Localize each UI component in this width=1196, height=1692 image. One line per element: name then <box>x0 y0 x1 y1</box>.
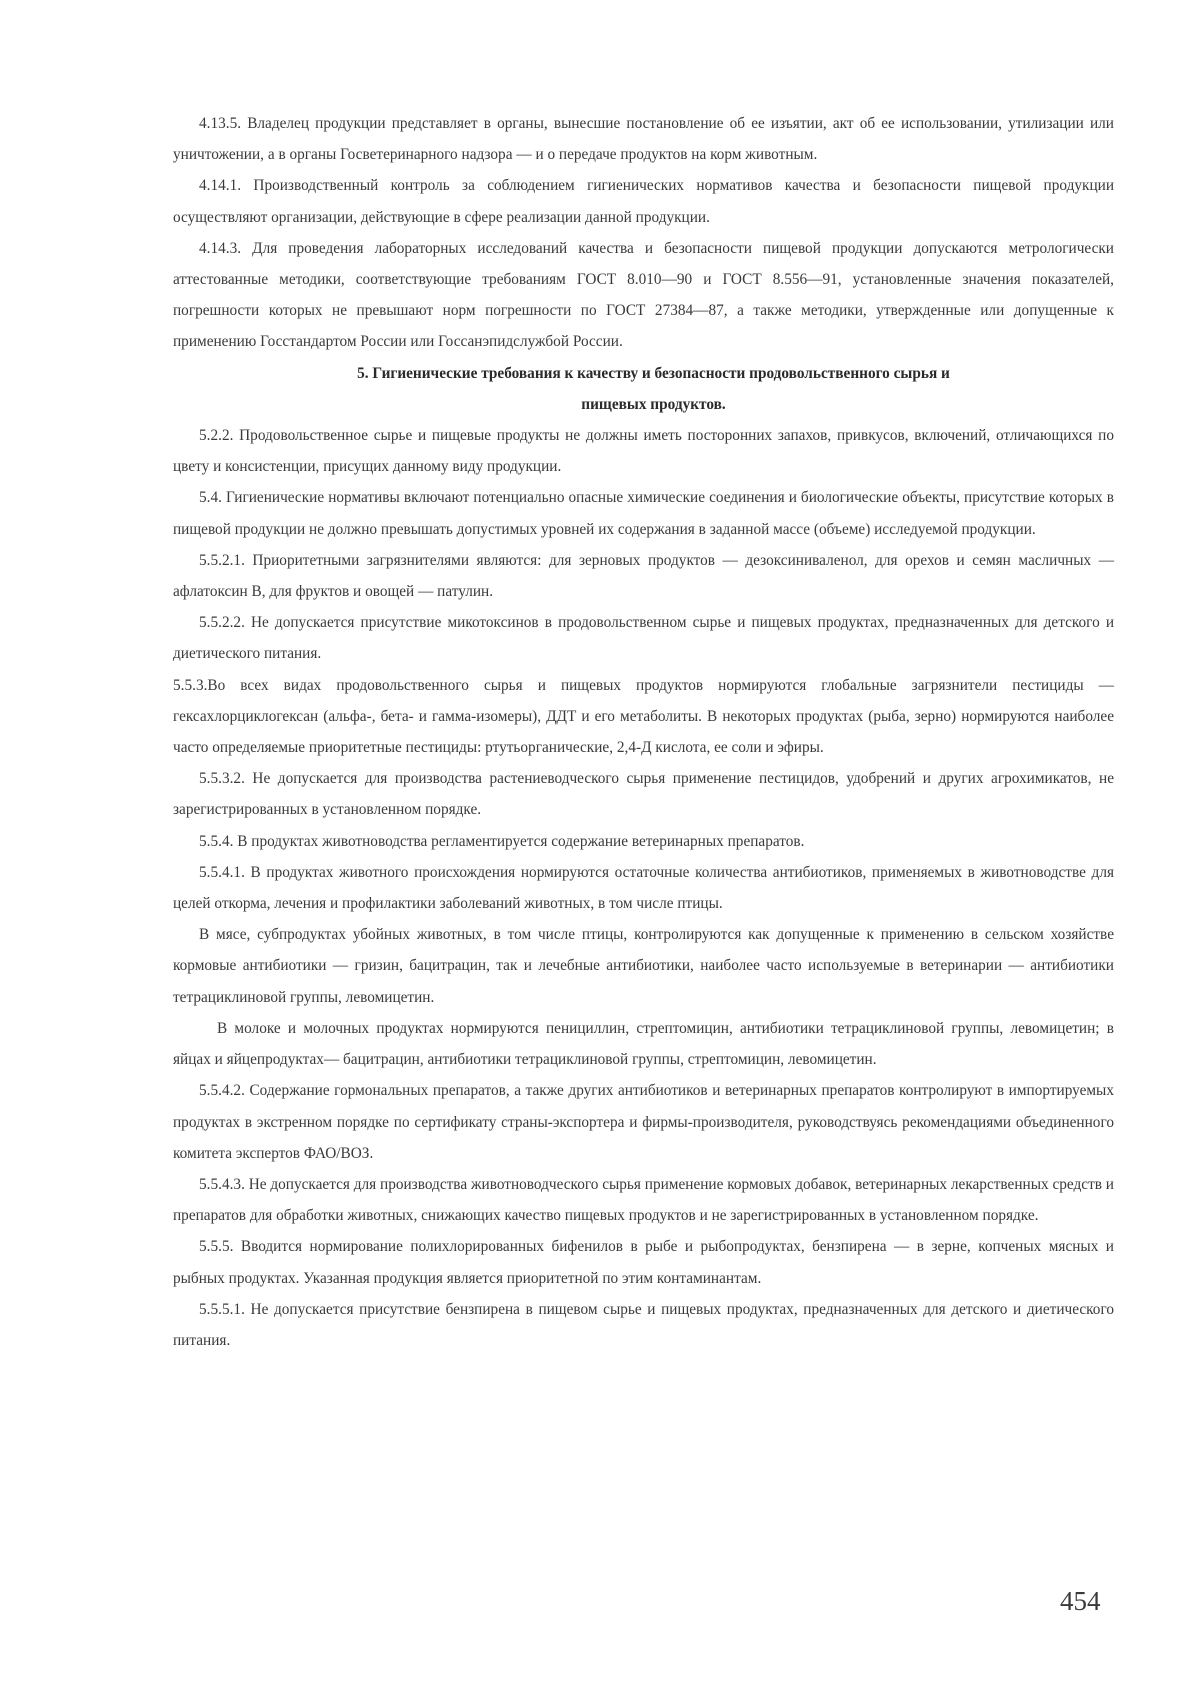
paragraph-4-14-1: 4.14.1. Производственный контроль за соблюдением гигиенических нормативов качества и безопасности пищевой продукции осуществляют организации, действующие в сфере реализации данной продукции. <box>173 177 1114 226</box>
section-heading-line-2: пищевых продуктов. <box>581 395 726 413</box>
paragraph-4-13-5: 4.13.5. Владелец продукции представляет в органы, вынесшие постановление об ее изъятии, акт об ее использовании, утилизации или уничтожении, а в органы Госветеринарного надзора — и о передаче продуктов на корм животным. <box>173 115 1114 164</box>
page-number: 454 <box>1060 1586 1101 1616</box>
paragraph-5-4: 5.4. Гигиенические нормативы включают потенциально опасные химические соединения и биологические объекты, присутствие которых в пищевой продукции не должно превышать допустимых уровней их содержания в заданной массе (объеме) исследуемой продукции. <box>173 489 1114 538</box>
section-heading-line-1: 5. Гигиенические требования к качеству и безопасности продовольственного сырья и <box>357 364 950 382</box>
paragraph-5-5-4: 5.5.4. В продуктах животноводства регламентируется содержание ветеринарных препаратов. <box>199 832 805 850</box>
paragraph-milk-antibiotics: В молоке и молочных продуктах нормируются пенициллин, стрептомицин, антибиотики тетрациклиновой группы, левомицетин; в яйцах и яйцепродуктах— бацитрацин, антибиотики тетрациклиновой группы, стрептомицин, левомицетин. <box>173 1019 1114 1069</box>
paragraph-5-2-2: 5.2.2. Продовольственное сырье и пищевые продукты не должны иметь посторонних запахов, привкусов, включений, отличающихся по цвету и консистенции, присущих данному виду продукции. <box>173 427 1114 476</box>
paragraph-4-14-3: 4.14.3. Для проведения лабораторных исследований качества и безопасности пищевой продукции допускаются метрологически аттестованные методики, соответствующие требованиям ГОСТ 8.010—90 и ГОСТ 8.556—91, установленные значения показателей, погрешности которых не превышают норм погрешности по ГОСТ 27384—87, а также методики, утвержденные или допущенные к применению Госстандартом России или Госсанэпидслужбой России. <box>173 239 1114 351</box>
paragraph-5-5-3-2: 5.5.3.2. Не допускается для производства растениеводческого сырья применение пестицидов, удобрений и других агрохимикатов, не зарегистрированных в установленном порядке. <box>173 770 1114 819</box>
paragraph-5-5-4-1: 5.5.4.1. В продуктах животного происхождения нормируются остаточные количества антибиотиков, применяемых в животноводстве для целей откорма, лечения и профилактики заболеваний животных, в том числе птицы. <box>173 863 1114 913</box>
section-5-heading <box>173 358 1114 420</box>
paragraph-5-5-3: 5.5.3.Во всех видах продовольственного сырья и пищевых продуктов нормируются глобальные загрязнители пестициды — гексахлорциклогексан (альфа-, бета- и гамма-изомеры), ДДТ и его метаболиты. В некоторых продуктах (рыба, зерно) нормируются наиболее часто определяемые приоритетные пестициды: ртутьорганические, 2,4-Д кислота, ее соли и эфиры. <box>173 676 1114 757</box>
paragraph-5-5-4-3: 5.5.4.3. Не допускается для производства животноводческого сырья применение кормовых добавок, ветеринарных лекарственных средств и препаратов для обработки животных, снижающих качество пищевых продуктов и не зарегистрированных в установленном порядке. <box>173 1175 1114 1225</box>
paragraph-5-5-5-1: 5.5.5.1. Не допускается присутствие бензпирена в пищевом сырье и пищевых продуктах, предназначенных для детского и диетического питания. <box>173 1300 1114 1349</box>
page-content <box>173 108 1114 1356</box>
paragraph-meat-antibiotics: В мясе, субпродуктах убойных животных, в том числе птицы, контролируются как допущенные к применению в сельском хозяйстве кормовые антибиотики — гризин, бацитрацин, так и лечебные антибиотики, наиболее часто используемые в ветеринарии — антибиотики тетрациклиновой группы, левомицетин. <box>173 926 1114 1006</box>
paragraph-5-5-4-2: 5.5.4.2. Содержание гормональных препаратов, а также других антибиотиков и ветеринарных препаратов контролируют в импортируемых продуктах в экстренном порядке по сертификату страны-экспортера и фирмы-производителя, руководствуясь рекомендациями объединенного комитета экспертов ФАО/ВОЗ. <box>173 1082 1114 1162</box>
paragraph-5-5-5: 5.5.5. Вводится нормирование полихлорированных бифенилов в рыбе и рыбопродуктах, бензпирена — в зерне, копченых мясных и рыбных продуктах. Указанная продукция является приоритетной по этим контаминантам. <box>173 1238 1114 1287</box>
paragraph-5-5-2-1: 5.5.2.1. Приоритетными загрязнителями являются: для зерновых продуктов — дезоксиниваленол, для орехов и семян масличных — афлатоксин В, для фруктов и овощей — патулин. <box>173 551 1114 601</box>
paragraph-5-5-2-2: 5.5.2.2. Не допускается присутствие микотоксинов в продовольственном сырье и пищевых продуктах, предназначенных для детского и диетического питания. <box>173 614 1114 663</box>
